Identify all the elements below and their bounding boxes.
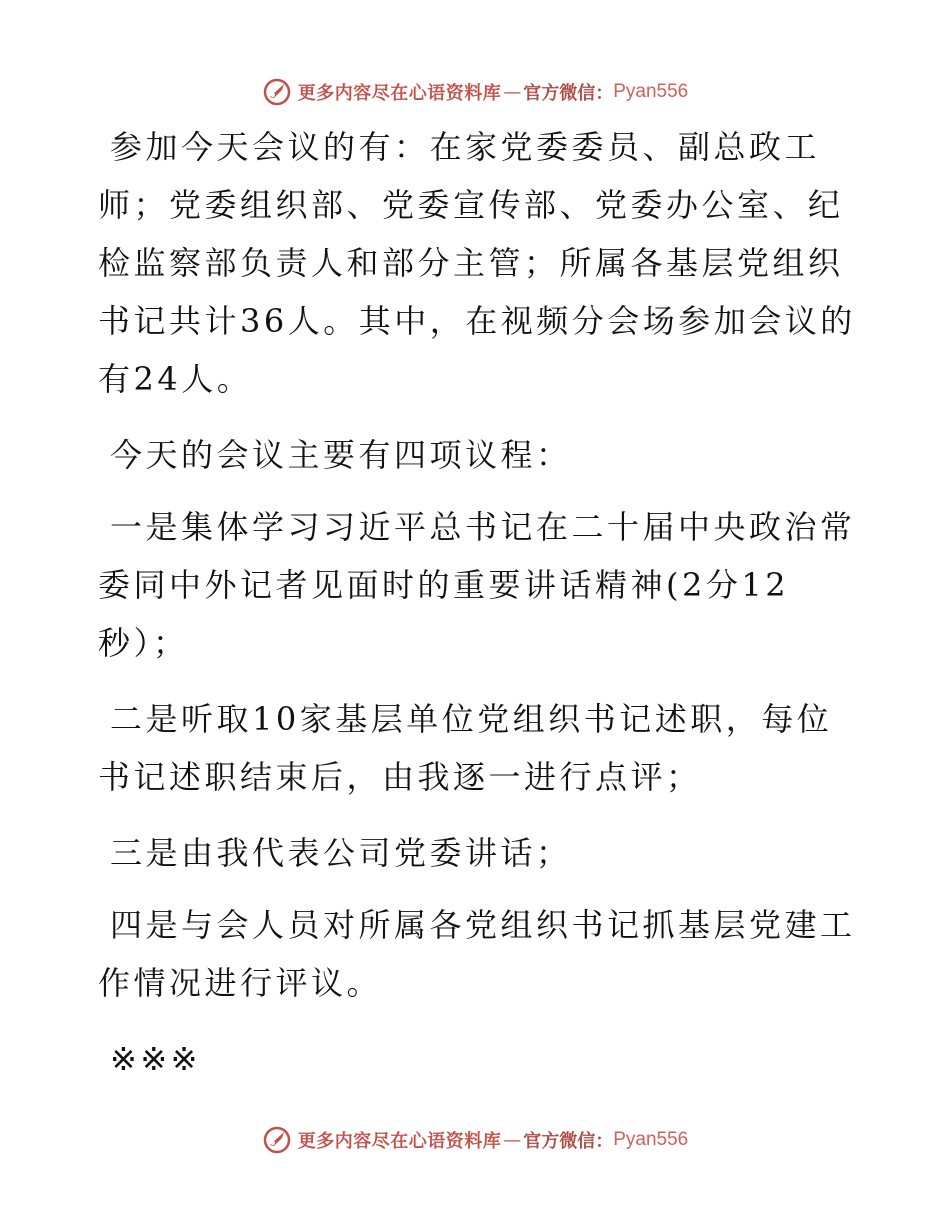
quill-logo-icon — [262, 1125, 292, 1155]
watermark-wechat-id: Pyan556 — [613, 1129, 689, 1150]
paragraph-agenda-item-4: 四是与会人员对所属各党组织书记抓基层党建工作情况进行评议。 — [98, 906, 856, 1002]
watermark-text: 更多内容尽在心语资料库 — [297, 83, 502, 104]
watermark-wechat-id: Pyan556 — [613, 81, 689, 102]
section-separator: ※※※ — [110, 1040, 201, 1078]
header-watermark — [0, 72, 950, 112]
watermark-dash: — — [503, 1129, 522, 1151]
paragraph-agenda-item-2: 二是听取10家基层单位党组织书记述职，每位书记述职结束后，由我逐一进行点评； — [98, 700, 833, 796]
paragraph-attendees: 参加今天会议的有：在家党委委员、副总政工师；党委组织部、党委宣传部、党委办公室、纪检监察部负责人和部分主管；所属各基层党组织书记共计36人。其中，在视频分会场参加会议的有24人。 — [98, 128, 856, 398]
quill-logo-icon — [262, 77, 292, 107]
watermark-text: 更多内容尽在心语资料库 — [297, 1131, 502, 1152]
paragraph-agenda-intro: 今天的会议主要有四项议程： — [110, 436, 572, 474]
watermark-dash: — — [503, 81, 522, 103]
paragraph-agenda-item-1: 一是集体学习习近平总书记在二十届中央政治常委同中外记者见面时的重要讲话精神(2分12秒）； — [98, 508, 856, 662]
watermark-label: 官方微信： — [523, 83, 614, 104]
footer-watermark — [0, 1120, 950, 1160]
document-body — [98, 118, 858, 1106]
watermark-label: 官方微信： — [523, 1131, 614, 1152]
paragraph-agenda-item-3: 三是由我代表公司党委讲话； — [110, 834, 572, 872]
